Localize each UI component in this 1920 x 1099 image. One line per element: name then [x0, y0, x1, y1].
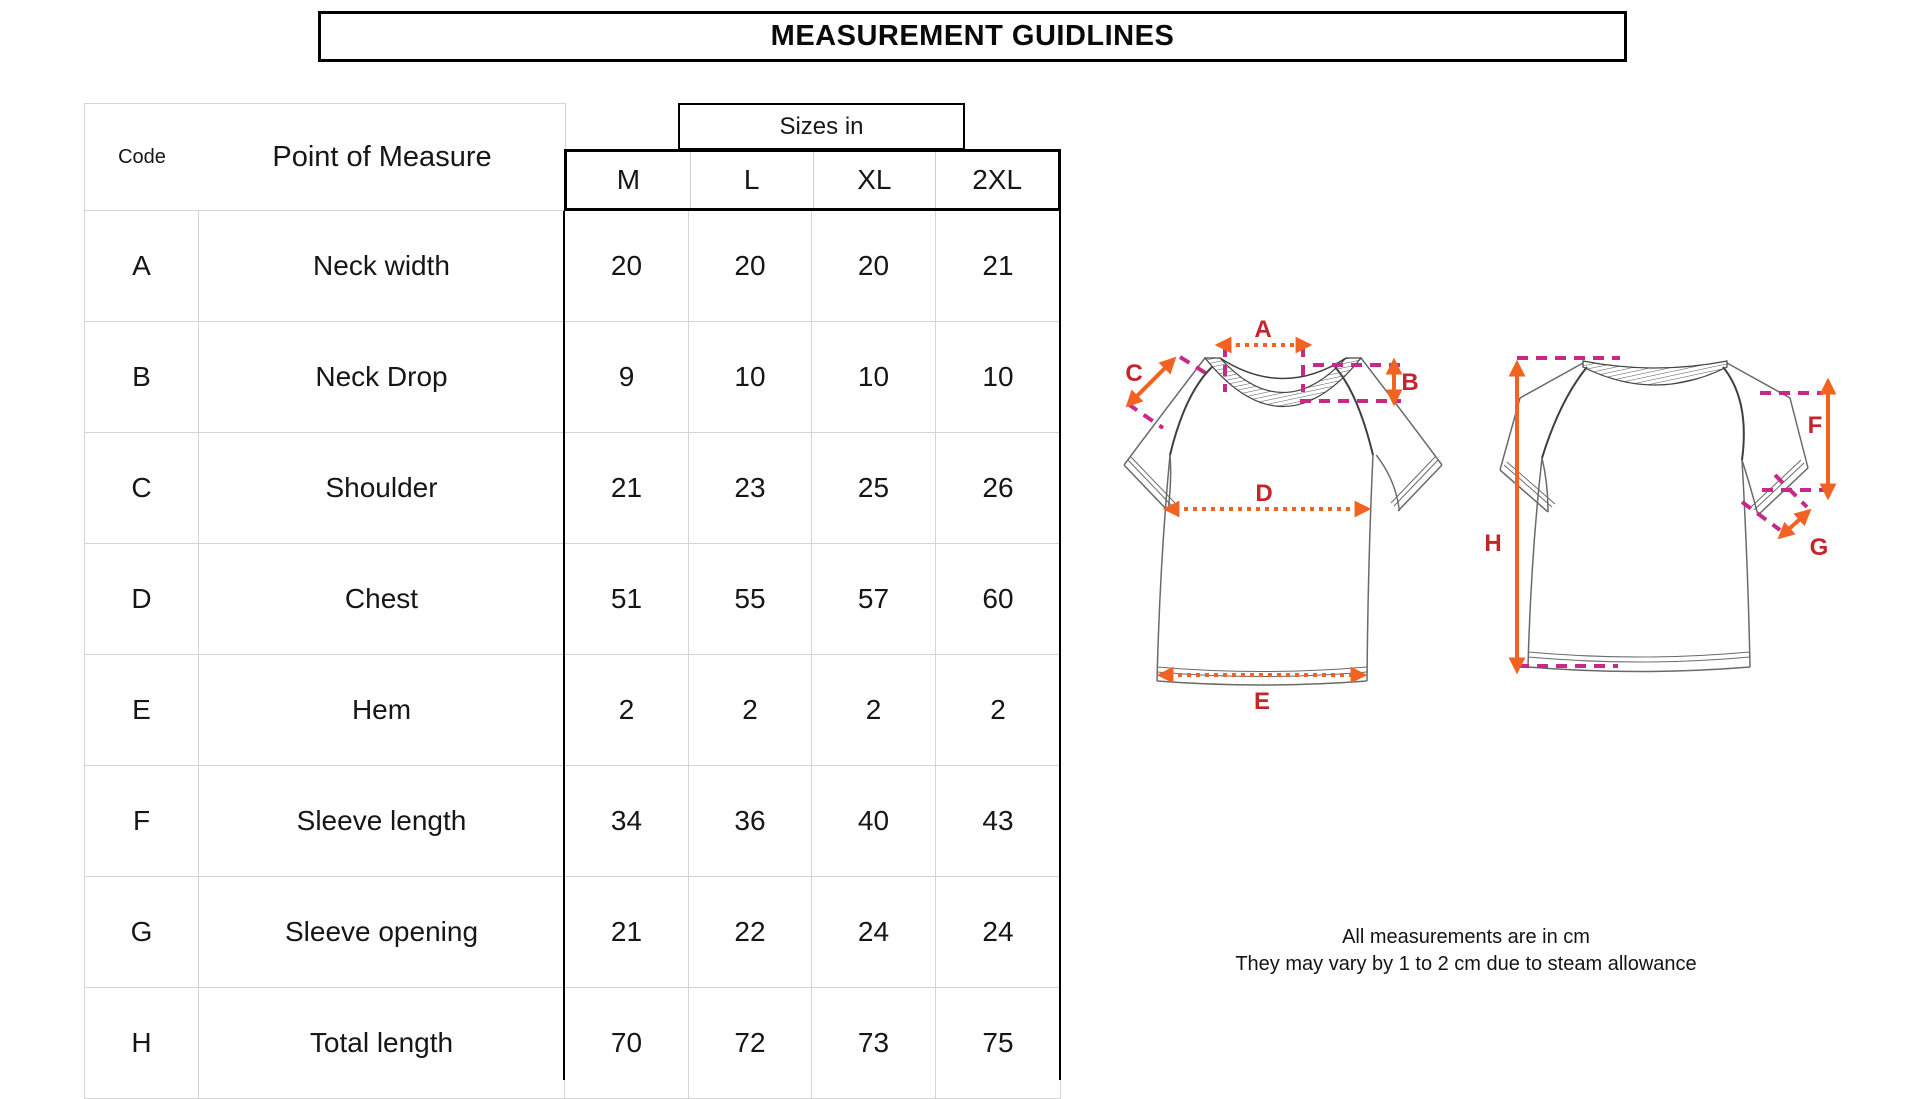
- measure-label-f: F: [1807, 412, 1823, 439]
- size-header-xl: XL: [813, 152, 936, 208]
- cell-value: 10: [936, 322, 1061, 433]
- row-code: E: [84, 655, 199, 766]
- row-code: B: [84, 322, 199, 433]
- measure-label-c: C: [1125, 360, 1143, 387]
- row-label: Sleeve opening: [199, 877, 565, 988]
- measure-label-g: G: [1809, 534, 1829, 561]
- footnote-line1: All measurements are in cm: [1342, 926, 1590, 948]
- row-label: Sleeve length: [199, 766, 565, 877]
- arrow-g: [1780, 511, 1809, 537]
- measurement-table: [84, 211, 1061, 1099]
- size-header-l: L: [690, 152, 813, 208]
- row-code: D: [84, 544, 199, 655]
- measure-label-a: A: [1254, 316, 1272, 343]
- row-code: H: [84, 988, 199, 1099]
- cell-value: 26: [936, 433, 1061, 544]
- row-label: Neck width: [199, 211, 565, 322]
- page-title: MEASUREMENT GUIDLINES: [770, 20, 1175, 52]
- cell-value: 10: [812, 322, 936, 433]
- measure-label-e: E: [1253, 688, 1271, 715]
- cell-value: 21: [565, 433, 689, 544]
- cell-value: 23: [689, 433, 812, 544]
- row-label: Hem: [199, 655, 565, 766]
- measure-label-h: H: [1484, 530, 1502, 557]
- cell-value: 36: [689, 766, 812, 877]
- size-header-2xl: 2XL: [935, 152, 1058, 208]
- cell-value: 60: [936, 544, 1061, 655]
- sizes-in-header: Sizes in: [678, 103, 965, 150]
- cell-value: 73: [812, 988, 936, 1099]
- row-label: Total length: [199, 988, 565, 1099]
- row-code: G: [84, 877, 199, 988]
- row-label: Chest: [199, 544, 565, 655]
- cell-value: 21: [565, 877, 689, 988]
- title-box: [318, 11, 1627, 62]
- measure-guide-lines: [1128, 346, 1828, 666]
- row-label: Neck Drop: [199, 322, 565, 433]
- size-block-left-border: [563, 211, 565, 1080]
- cell-value: 2: [936, 655, 1061, 766]
- cell-value: 22: [689, 877, 812, 988]
- footnote-line2: They may vary by 1 to 2 cm due to steam allowance: [1235, 953, 1697, 975]
- code-column-header: Code: [84, 103, 200, 211]
- cell-value: 55: [689, 544, 812, 655]
- cell-value: 25: [812, 433, 936, 544]
- row-label: Shoulder: [199, 433, 565, 544]
- cell-value: 57: [812, 544, 936, 655]
- point-of-measure-header: Point of Measure: [199, 103, 566, 211]
- cell-value: 34: [565, 766, 689, 877]
- cell-value: 24: [812, 877, 936, 988]
- row-code: F: [84, 766, 199, 877]
- cell-value: 9: [565, 322, 689, 433]
- size-header-row: [564, 149, 1061, 211]
- tshirt-measurement-diagram: [1090, 315, 1910, 735]
- row-code: A: [84, 211, 199, 322]
- cell-value: 2: [689, 655, 812, 766]
- measure-arrows: [1128, 345, 1828, 675]
- size-header-m: M: [616, 164, 641, 195]
- cell-value: 21: [936, 211, 1061, 322]
- cell-value: 72: [689, 988, 812, 1099]
- cell-value: 24: [936, 877, 1061, 988]
- row-code: C: [84, 433, 199, 544]
- cell-value: 10: [689, 322, 812, 433]
- cell-value: 2: [565, 655, 689, 766]
- cell-value: 70: [565, 988, 689, 1099]
- cell-value: 40: [812, 766, 936, 877]
- cell-value: 20: [565, 211, 689, 322]
- cell-value: 51: [565, 544, 689, 655]
- measure-label-d: D: [1255, 480, 1273, 507]
- cell-value: 20: [812, 211, 936, 322]
- cell-value: 75: [936, 988, 1061, 1099]
- measure-label-b: B: [1401, 369, 1419, 396]
- cell-value: 2: [812, 655, 936, 766]
- footnote: [1136, 924, 1796, 978]
- front-shirt-sketch: [1124, 358, 1442, 685]
- cell-value: 43: [936, 766, 1061, 877]
- size-block-right-border: [1059, 211, 1061, 1080]
- cell-value: 20: [689, 211, 812, 322]
